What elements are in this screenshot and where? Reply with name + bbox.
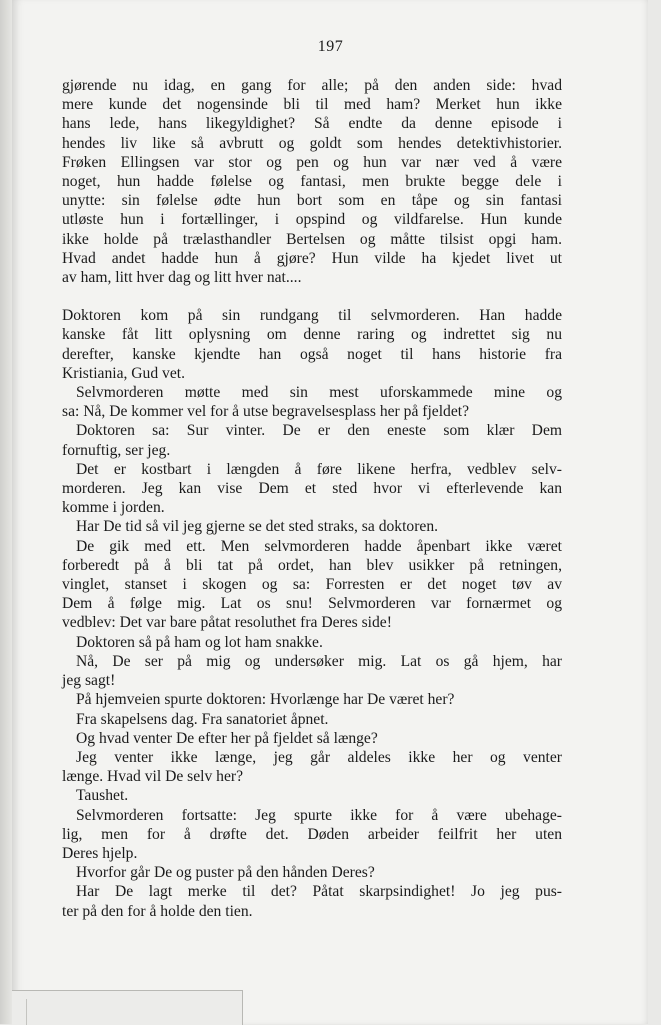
section-break <box>62 287 562 306</box>
text-line: vinglet, stanset i skogen og sa: Forresten er det noget tøv av <box>62 576 562 594</box>
text-line: Dem å følge mig. Lat os snu! Selvmorderen var fornærmet og <box>62 595 562 613</box>
text-line: Hvorfor går De og puster på den hånden Deres? <box>76 864 375 882</box>
text-line: Taushet. <box>76 787 129 805</box>
text-line: Doktoren så på ham og lot ham snakke. <box>76 633 323 651</box>
page-number: 197 <box>317 38 344 55</box>
text-line: ter på den for å holde den tien. <box>62 902 253 920</box>
text-line: Doktoren kom på sin rundgang til selvmorderen. Han hadde <box>62 307 562 325</box>
text-line: sa: Nå, De kommer vel for å utse begravelsesplass her på fjeldet? <box>62 403 470 421</box>
text-line: mere kunde det nogensinde bli til med ham? Merket hun ikke <box>62 96 562 114</box>
text-line: vedblev: Det var bare påtat resoluthet fra Deres side! <box>62 614 392 632</box>
text-line: noget, hun hadde følelse og fantasi, men brukte begge dele i <box>62 173 562 191</box>
text-line: Jeg venter ikke længe, jeg går aldeles ikke her og venter <box>76 748 562 766</box>
text-line: forberedt på å bli tat på ordet, han blev usikker på retningen, <box>62 556 562 574</box>
text-line: De gik med ett. Men selvmorderen hadde åpenbart ikke været <box>76 537 562 555</box>
text-line: På hjemveien spurte doktoren: Hvorlænge har De været her? <box>76 691 455 709</box>
text-line: gjørende nu idag, en gang for alle; på den anden side: hvad <box>62 77 562 94</box>
text-line: Nå, De ser på mig og undersøker mig. Lat os gå hjem, har <box>76 652 562 670</box>
text-line: Og hvad venter De efter her på fjeldet så længe? <box>76 729 378 747</box>
text-line: hans lede, hans likegyldighet? Så endte da denne episode i <box>62 115 562 133</box>
text-line: fornuftig, ser jeg. <box>62 441 171 459</box>
text-line: ikke holde på trælasthandler Bertelsen og måtte tilsist opgi ham. <box>62 230 562 248</box>
text-line: Doktoren sa: Sur vinter. De er den eneste som klær Dem <box>76 422 562 440</box>
text-line: Selvmorderen fortsatte: Jeg spurte ikke for å være ubehage- <box>76 806 562 824</box>
text-line: kanske fåt litt oplysning om denne raring og indrettet sig nu <box>62 326 562 344</box>
text-line: derefter, kanske kjendte han også noget til hans historie fra <box>62 345 562 363</box>
text-line: hendes liv like så avbrutt og goldt som hendes detektivhistorier. <box>62 134 562 152</box>
page-left-edge <box>0 0 12 1024</box>
page-text <box>62 76 562 921</box>
text-line: Har De tid så vil jeg gjerne se det sted straks, sa doktoren. <box>76 518 439 536</box>
text-line: Hvad andet hadde hun å gjøre? Hun vilde ha kjedet livet ut <box>62 249 562 267</box>
text-line: Fra skapelsens dag. Fra sanatoriet åpnet. <box>76 710 329 728</box>
text-line: Selvmorderen møtte med sin mest uforskammede mine og <box>76 384 562 402</box>
text-line: morderen. Jeg kan vise Dem et sted hvor vi efterlevende kan <box>62 480 562 498</box>
text-line: jeg sagt! <box>62 672 116 690</box>
text-line: Deres hjelp. <box>62 844 138 862</box>
text-line: utløste hun i fortællinger, i opspind og vildfarelse. Hun kunde <box>62 211 562 229</box>
text-line: Har De lagt merke til det? Påtat skarpsindighet! Jo jeg pus- <box>76 883 562 901</box>
text-line: komme i jorden. <box>62 499 165 517</box>
text-line: Kristiania, Gud vet. <box>62 364 185 382</box>
bottom-tab-mark <box>12 990 243 1025</box>
text-line: av ham, litt hver dag og litt hver nat.... <box>62 269 302 287</box>
text-line: Det er kostbart i længden å føre likene herfra, vedblev selv- <box>76 460 562 478</box>
text-line: længe. Hvad vil De selv her? <box>62 768 244 786</box>
text-line: lig, men for å drøfte det. Døden arbeider feilfrit her uten <box>62 825 562 843</box>
text-line: Frøken Ellingsen var stor og pen og hun var nær ved å være <box>62 153 562 171</box>
text-line: unytte: sin følelse ødte hun bort som en tåpe og sin fantasi <box>62 192 562 210</box>
